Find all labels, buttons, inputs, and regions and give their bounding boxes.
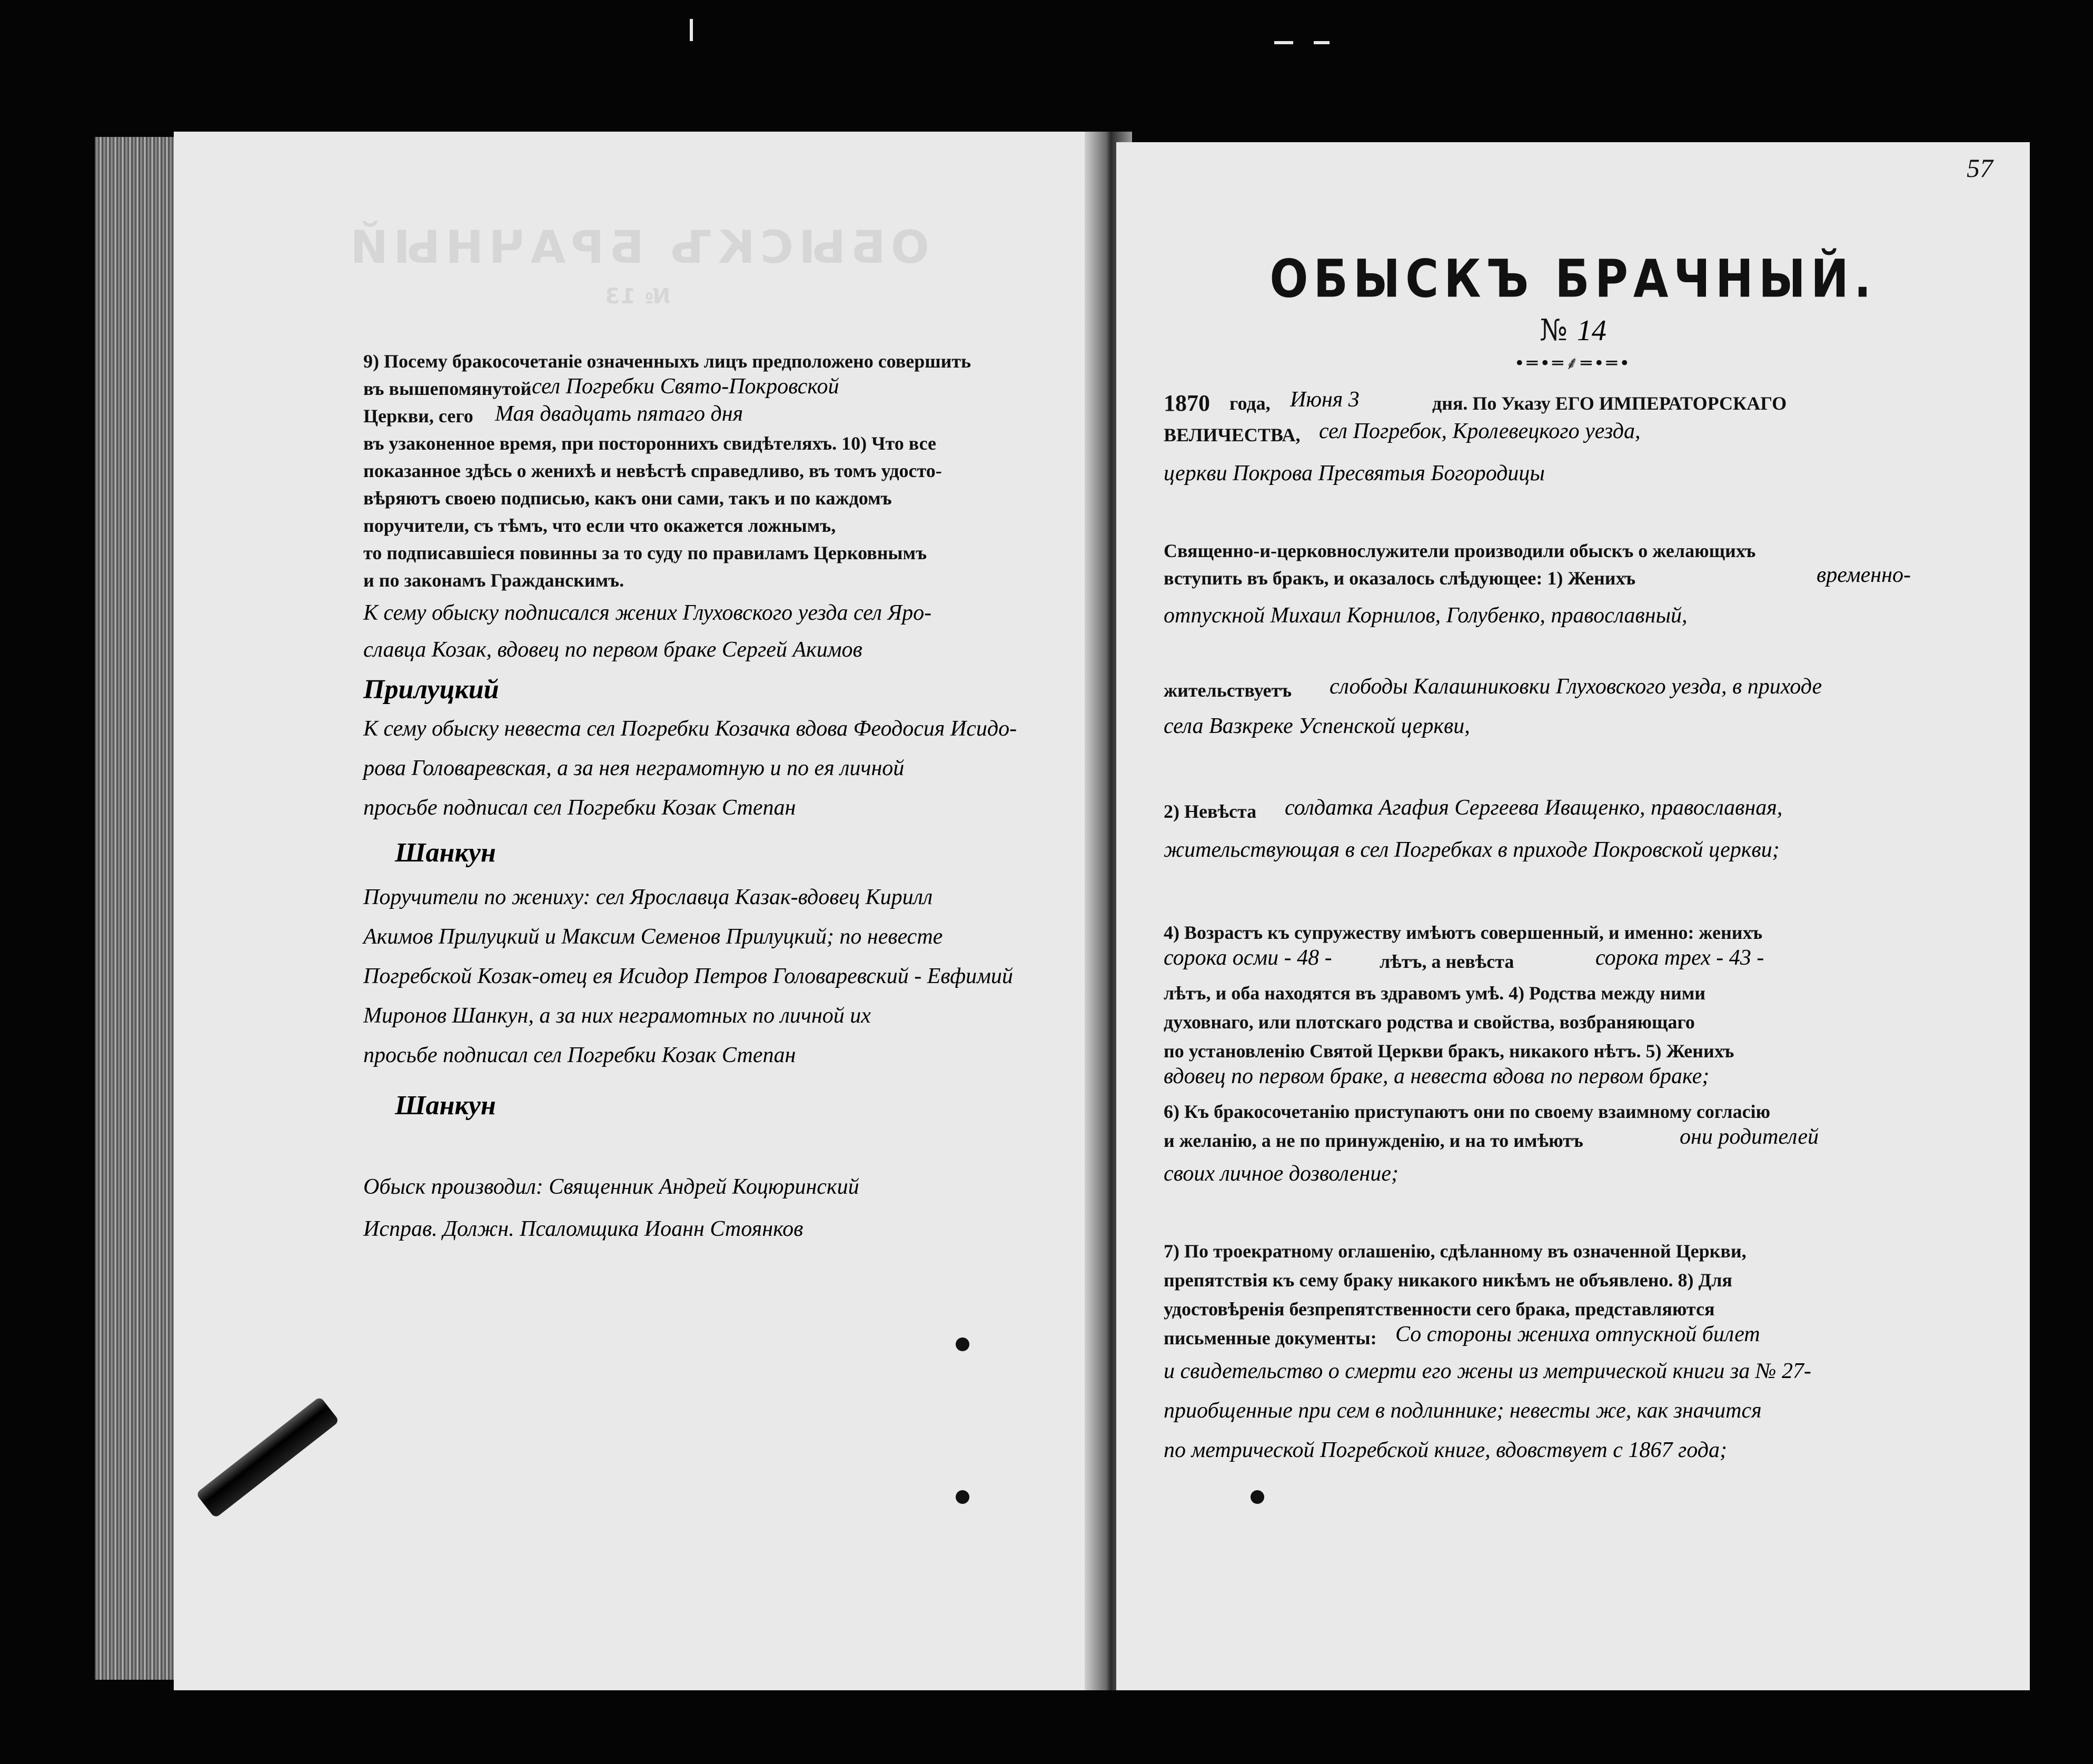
right-printed-line-15: 7) По троекратному оглашенію, сдѣланному въ означенной Церкви, [1164, 1241, 1747, 1262]
hand-bride-1: солдатка Агафия Сергеева Иващенко, православная, [1285, 796, 1783, 820]
left-printed-line-6: вѣряютъ своею подписью, какъ они сами, такъ и по каждомъ [363, 488, 892, 509]
binding-hole [956, 1337, 969, 1351]
top-mark-2 [1274, 41, 1293, 44]
right-printed-line-17: удостовѣренія безпрепятственности сего брака, представляются [1164, 1299, 1715, 1320]
left-hand-line-11: Акимов Прилуцкий и Максим Семенов Прилуцкий; по невесте [363, 925, 943, 949]
right-printed-line-8: 4) Возрастъ къ супружеству имѣютъ совершенный, и именно: женихъ [1164, 922, 1763, 943]
right-printed-line-3: ВЕЛИЧЕСТВА, [1164, 424, 1301, 445]
right-printed-line-5: вступить въ бракъ, и оказалось слѣдующее: 1) Женихъ [1164, 568, 1636, 589]
hand-bride-age: сорока трех - 43 - [1595, 946, 1764, 970]
page-number: 57 [1967, 153, 1993, 183]
hand-documents-4: по метрической Погребской книге, вдовствует с 1867 года; [1164, 1438, 1727, 1462]
ghost-title: ОБЫСКЪ БРАЧНЫЙ [345, 221, 929, 274]
left-hand-line-14: просьбе подписал сел Погребки Козак Степан [363, 1043, 796, 1067]
left-hand-line-13: Миронов Шанкун, а за них неграмотных по личной их [363, 1004, 871, 1028]
left-page [174, 132, 1100, 1690]
left-hand-line-6: К сему обыску невеста сел Погребки Козачка вдова Феодосия Исидо- [363, 717, 1017, 741]
left-hand-line-4: славца Козак, вдовец по первом браке Сергей Акимов [363, 638, 862, 662]
left-printed-line-7: поручители, съ тѣмъ, что если что окажется ложнымъ, [363, 515, 836, 536]
left-printed-line-3: Церкви, сего [363, 405, 473, 427]
left-hand-line-church: сел Погребки Свято-Покровской [532, 374, 839, 399]
left-hand-line-8: просьбе подписал сел Погребки Козак Степан [363, 796, 796, 820]
left-hand-line-date: Мая двадцать пятаго дня [495, 402, 743, 426]
left-hand-line-9: Шанкун [395, 838, 496, 868]
number-label: № [1540, 313, 1568, 348]
left-hand-line-7: рова Головаревская, а за нея неграмотную и по ея личной [363, 756, 905, 780]
top-mark-1 [690, 19, 693, 41]
left-hand-line-15: Шанкун [395, 1091, 496, 1121]
hand-church: церкви Покрова Пресвятыя Богородицы [1164, 461, 1545, 485]
binding-hole [1251, 1490, 1264, 1504]
hand-village: сел Погребок, Кролевецкого уезда, [1319, 419, 1641, 443]
number-value: 14 [1576, 314, 1606, 347]
hand-documents-3: приобщенные при сем в подлиннике; невесты же, как значится [1164, 1399, 1762, 1423]
right-printed-line-13: 6) Къ бракосочетанію приступаютъ они по своему взаимному согласію [1164, 1101, 1771, 1122]
hand-groom-age: сорока осми - 48 - [1164, 946, 1332, 970]
top-mark-3 [1314, 41, 1330, 44]
left-printed-line-2: въ вышепомянутой [363, 378, 532, 399]
right-printed-line-4: Священно-и-церковнослужители производили обыскъ о желающихъ [1164, 540, 1756, 561]
right-printed-line-14: и желанію, а не по принужденію, и на то имѣютъ [1164, 1130, 1583, 1151]
left-hand-line-5: Прилуцкий [363, 675, 499, 705]
hand-documents-2: и свидетельство о смерти его жены из метрической книги за № 27- [1164, 1359, 1811, 1383]
left-hand-line-10: Поручители по жениху: сел Ярославца Казак-вдовец Кирилл [363, 885, 933, 909]
hand-groom-1: временно- [1817, 563, 1911, 587]
left-hand-line-17: Исправ. Должн. Псаломщика Иоанн Стоянков [363, 1217, 804, 1241]
right-printed-line-7: 2) Невѣста [1164, 801, 1257, 822]
year: 1870 [1164, 390, 1210, 416]
hand-consent-1: они родителей [1680, 1125, 1819, 1149]
hand-residence-2: села Вазкреке Успенской церкви, [1164, 714, 1470, 738]
binding-hole [956, 1490, 969, 1504]
right-printed-line-10: лѣтъ, и оба находятся въ здравомъ умѣ. 4) Родства между ними [1164, 983, 1705, 1004]
left-printed-line-9: и по законамъ Гражданскимъ. [363, 570, 624, 591]
right-printed-line-1: года, [1229, 393, 1271, 414]
right-printed-line-9: лѣтъ, а невѣста [1380, 951, 1514, 972]
left-hand-line-3: К сему обыску подписался жених Глуховского уезда сел Яро- [363, 601, 932, 625]
left-hand-line-16: Обыск производил: Священник Андрей Коцюринский [363, 1175, 859, 1199]
left-hand-line-12: Погребской Козак-отец ея Исидор Петров Головаревский - Евфимий [363, 964, 1013, 988]
hand-consent-2: своих личное дозволение; [1164, 1162, 1398, 1186]
left-printed-line-8: то подписавшіеся повинны за то суду по правиламъ Церковнымъ [363, 542, 927, 563]
hand-groom-2: отпускной Михаил Корнилов, Голубенко, православный, [1164, 603, 1688, 628]
right-printed-line-6: жительствуетъ [1164, 680, 1292, 701]
right-printed-line-18: письменные документы: [1164, 1327, 1377, 1349]
left-printed-line-5: показанное здѣсь о женихѣ и невѣстѣ справедливо, въ томъ удосто- [363, 460, 942, 481]
left-printed-line-4: въ узаконенное время, при постороннихъ свидѣтеляхъ. 10) Что все [363, 433, 937, 454]
hand-date: Июня 3 [1290, 388, 1360, 412]
right-printed-line-12: по установленію Святой Церкви бракъ, никакого нѣтъ. 5) Женихъ [1164, 1040, 1734, 1062]
right-printed-line-16: препятствія къ сему браку никакого никѣмъ не объявлено. 8) Для [1164, 1270, 1732, 1291]
right-page [1116, 142, 2030, 1690]
left-printed-line-1: 9) Посему бракосочетаніе означенныхъ лицъ предположено совершить [363, 351, 971, 372]
page-title: ОБЫСКЪ БРАЧНЫЙ. [1269, 249, 1877, 310]
hand-marital-status: вдовец по первом браке, а невеста вдова по первом браке; [1164, 1064, 1710, 1088]
record-number [1116, 313, 2030, 348]
right-printed-line-2: дня. По Указу ЕГО ИМПЕРАТОРСКАГО [1432, 393, 1787, 414]
hand-residence-1: слободы Калашниковки Глуховского уезда, в приходе [1330, 675, 1822, 699]
ghost-number: № 13 [604, 284, 670, 309]
right-printed-line-11: духовнаго, или плотскаго родства и свойства, возбраняющаго [1164, 1012, 1695, 1033]
hand-documents-1: Со стороны жениха отпускной билет [1395, 1322, 1760, 1346]
title-ornament: •═•═⸙═•═• [1514, 353, 1632, 374]
hand-bride-2: жительствующая в сел Погребках в приходе Покровской церкви; [1164, 838, 1780, 862]
